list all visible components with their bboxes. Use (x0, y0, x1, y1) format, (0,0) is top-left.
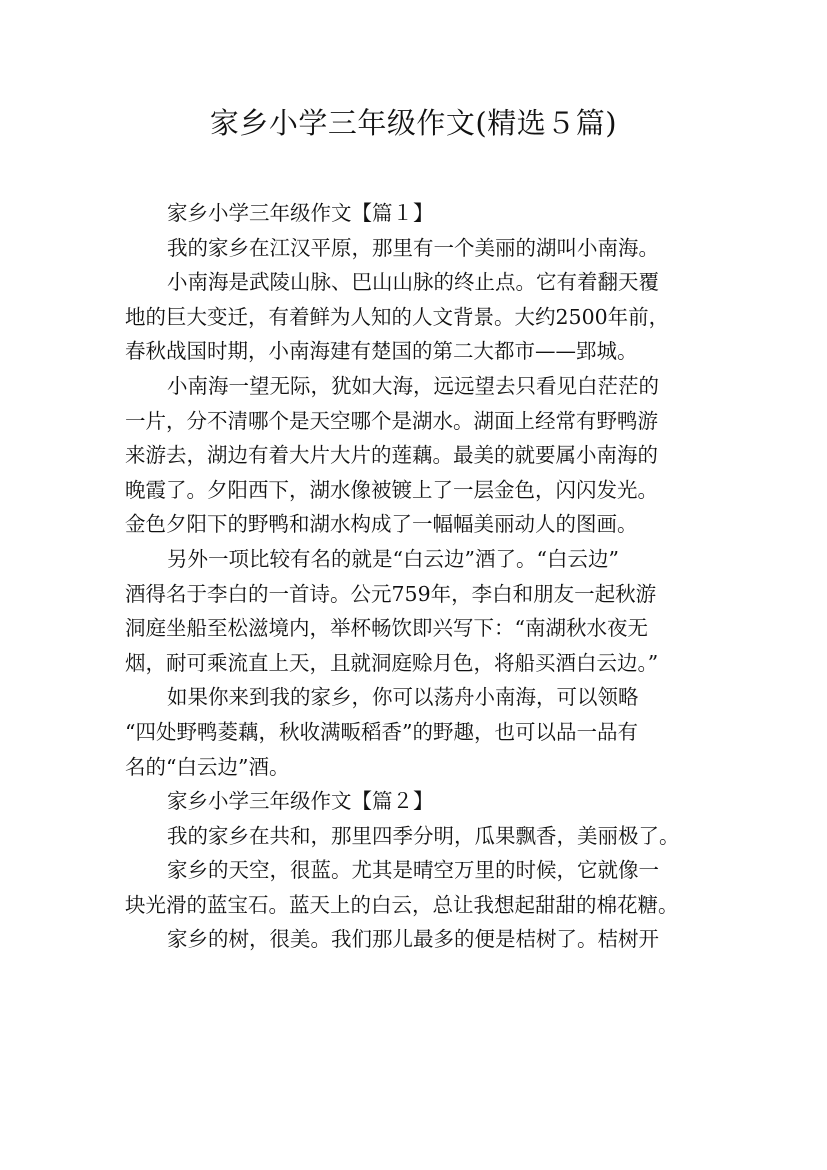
paragraph-line: 家乡的天空，很蓝。尤其是晴空万里的时候，它就像一 (167, 858, 659, 883)
paragraph-line: 酒得名于李白的一首诗。公元759年，李白和朋友一起秋游 (125, 581, 657, 606)
paragraph-line: 块光滑的蓝宝石。蓝天上的白云，总让我想起甜甜的棉花糖。 (125, 892, 679, 917)
paragraph-line: 春秋战国时期，小南海建有楚国的第二大都市——郢城。 (125, 339, 638, 364)
paragraph-line: 小南海一望无际，犹如大海，远远望去只看见白茫茫的 (167, 373, 659, 398)
document-title: 家乡小学三年级作文(精选５篇) (209, 106, 618, 140)
paragraph-line: 烟，耐可乘流直上天，且就洞庭赊月色，将船买酒白云边。” (125, 650, 659, 675)
document-body (125, 196, 725, 957)
paragraph-line: “四处野鸭菱藕，秋收满畈稻香”的野趣，也可以品一品有 (125, 719, 638, 744)
section-heading-1: 家乡小学三年级作文【篇１】 (167, 201, 434, 225)
paragraph-line: 家乡的树，很美。我们那儿最多的便是桔树了。桔树开 (167, 927, 659, 952)
paragraph-line: 我的家乡在江汉平原，那里有一个美丽的湖叫小南海。 (167, 235, 659, 260)
paragraph-line: 如果你来到我的家乡，你可以荡舟小南海，可以领略 (167, 685, 639, 710)
paragraph-line: 小南海是武陵山脉、巴山山脉的终止点。它有着翻天覆 (167, 270, 659, 295)
paragraph-line: 地的巨大变迁，有着鲜为人知的人文背景。大约2500年前， (125, 304, 670, 329)
paragraph-line: 金色夕阳下的野鸭和湖水构成了一幅幅美丽动人的图画。 (125, 512, 638, 537)
paragraph-line: 另外一项比较有名的就是“白云边”酒了。“白云边” (167, 546, 619, 571)
paragraph-line: 洞庭坐船至松滋境内，举杯畅饮即兴写下：“南湖秋水夜无 (125, 616, 648, 641)
paragraph-line: 名的“白云边”酒。 (125, 754, 290, 779)
section-heading-2: 家乡小学三年级作文【篇２】 (167, 789, 434, 814)
paragraph-line: 一片，分不清哪个是天空哪个是湖水。湖面上经常有野鸭游 (125, 408, 658, 433)
paragraph-line: 晚霞了。夕阳西下，湖水像被镀上了一层金色，闪闪发光。 (125, 477, 658, 502)
paragraph-line: 我的家乡在共和，那里四季分明，瓜果飘香，美丽极了。 (167, 823, 680, 848)
paragraph-line: 来游去，湖边有着大片大片的莲藕。最美的就要属小南海的 (125, 443, 658, 468)
